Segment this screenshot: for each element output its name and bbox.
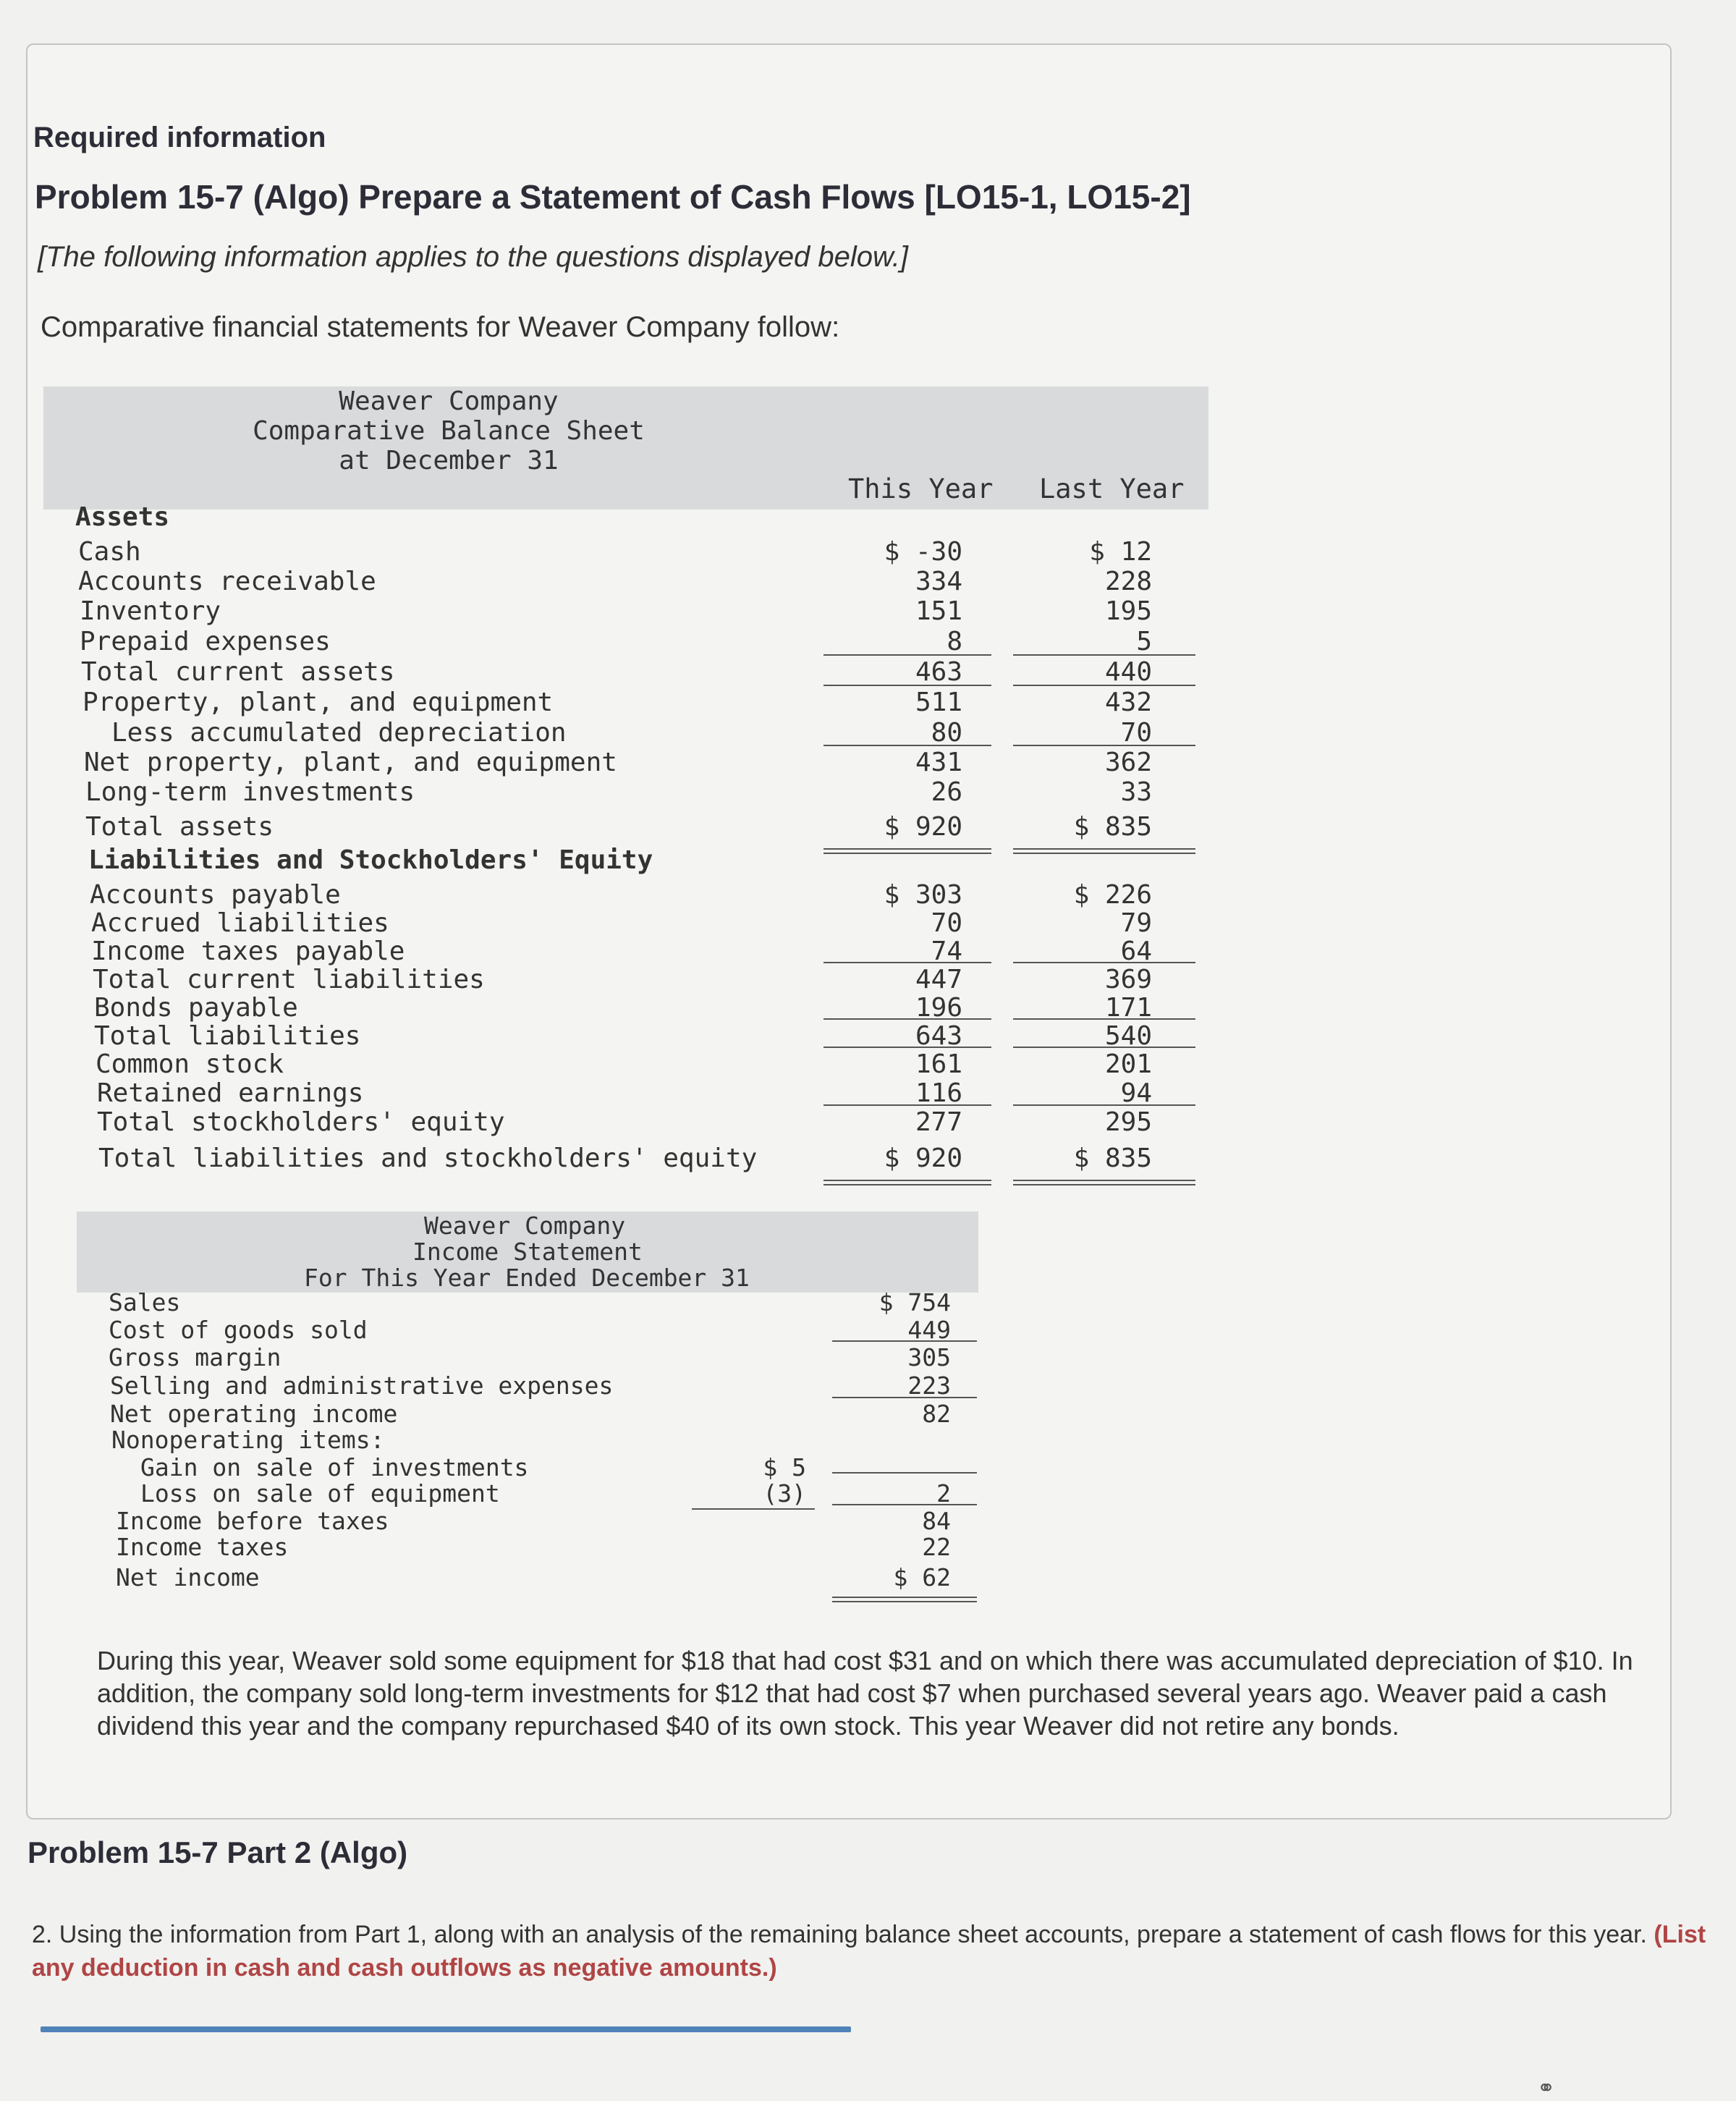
subtotal-rule bbox=[692, 1508, 815, 1510]
bs-row-last-year: $ 835 bbox=[1073, 812, 1152, 842]
link-icon[interactable]: ⚭ bbox=[1537, 2076, 1556, 2100]
subtotal-rule bbox=[823, 654, 991, 656]
double-underline bbox=[1013, 1180, 1195, 1185]
is-row-label: Net income bbox=[116, 1563, 260, 1591]
bs-row-this-year: 161 bbox=[915, 1049, 962, 1079]
bs-row-this-year: 511 bbox=[915, 688, 962, 717]
bs-row-label: Net property, plant, and equipment bbox=[84, 748, 617, 777]
subtotal-rule bbox=[1013, 685, 1195, 686]
part2-instruction-text: 2. Using the information from Part 1, along with an analysis of the remaining balance sheet accounts, prepare a statement of cash flows for this year. bbox=[32, 1921, 1647, 1948]
bs-row-this-year: 151 bbox=[915, 596, 962, 626]
subtotal-rule bbox=[832, 1504, 977, 1505]
bs-row-this-year: $ 920 bbox=[884, 1143, 962, 1173]
double-underline bbox=[832, 1597, 977, 1602]
is-row-amount: 84 bbox=[922, 1507, 951, 1535]
bs-row-label: Total liabilities bbox=[94, 1021, 361, 1051]
required-info-heading: Required information bbox=[33, 122, 326, 153]
col-header-last-year: Last Year bbox=[1039, 473, 1185, 504]
subtotal-rule bbox=[823, 1104, 991, 1106]
subtotal-rule bbox=[1013, 1104, 1195, 1106]
subtotal-rule bbox=[1013, 1018, 1195, 1020]
bs-row-this-year: 643 bbox=[915, 1021, 962, 1051]
balance-sheet-header bbox=[43, 386, 1208, 510]
is-row-inner-amount: $ 5 bbox=[763, 1453, 806, 1481]
bs-row-last-year: 5 bbox=[1136, 627, 1152, 656]
bs-row-last-year: 295 bbox=[1104, 1107, 1152, 1137]
is-row-label: Income taxes bbox=[116, 1533, 289, 1561]
bs-row-this-year: 447 bbox=[915, 965, 962, 994]
bs-row-last-year: 94 bbox=[1120, 1078, 1152, 1108]
bs-row-last-year: 195 bbox=[1104, 596, 1152, 626]
is-row-inner-amount: (3) bbox=[763, 1479, 806, 1508]
is-row-label: Nonoperating items: bbox=[111, 1426, 385, 1454]
bs-row-this-year: 463 bbox=[915, 657, 962, 687]
is-row-label: Net operating income bbox=[110, 1400, 398, 1428]
part2-title: Problem 15-7 Part 2 (Algo) bbox=[27, 1835, 408, 1869]
bs-row-label: Accrued liabilities bbox=[91, 908, 389, 938]
intro-text: Comparative financial statements for Weaver Company follow: bbox=[41, 311, 840, 343]
is-row-amount: 449 bbox=[907, 1316, 951, 1344]
subtotal-rule bbox=[832, 1472, 977, 1474]
col-header-this-year: This Year bbox=[848, 473, 994, 504]
bs-row-last-year: 362 bbox=[1104, 748, 1152, 777]
bs-row-label: Total current assets bbox=[81, 657, 395, 687]
bs-row-this-year: 26 bbox=[931, 777, 962, 807]
subtotal-rule bbox=[1013, 1047, 1195, 1048]
is-row-label: Loss on sale of equipment bbox=[140, 1479, 500, 1508]
bs-row-last-year: 70 bbox=[1120, 718, 1152, 748]
is-row-amount: $ 62 bbox=[893, 1563, 951, 1591]
is-row-label: Selling and administrative expenses bbox=[110, 1371, 614, 1400]
subtotal-rule bbox=[823, 962, 991, 963]
subtotal-rule bbox=[823, 745, 991, 746]
bs-row-last-year: 432 bbox=[1104, 688, 1152, 717]
double-underline bbox=[823, 1180, 991, 1185]
bs-row-this-year: $ 920 bbox=[884, 812, 962, 842]
bs-row-last-year: 171 bbox=[1104, 993, 1152, 1023]
bs-row-last-year: $ 835 bbox=[1073, 1143, 1152, 1173]
additional-info-paragraph: During this year, Weaver sold some equipment for $18 that had cost $31 and on which there was accumulated depreciation of $10. In addition, the company sold long-term investments for $12 that had cost $7 when purchased several years ago. Weaver paid a cash dividend this year and the company repurchased $40 of its own stock. This year Weaver did not retire any bonds. bbox=[97, 1646, 1633, 1741]
bs-row-last-year: 228 bbox=[1104, 567, 1152, 596]
is-row-amount: 22 bbox=[922, 1533, 951, 1561]
bs-row-label: Bonds payable bbox=[94, 993, 298, 1023]
is-title-period: For This Year Ended December 31 bbox=[304, 1264, 750, 1292]
is-title-statement: Income Statement bbox=[412, 1238, 643, 1266]
is-title-company: Weaver Company bbox=[424, 1212, 626, 1240]
double-underline bbox=[1013, 848, 1195, 854]
bs-row-label: Prepaid expenses bbox=[80, 627, 331, 656]
bs-row-label: Property, plant, and equipment bbox=[82, 688, 554, 717]
bs-row-this-year: 334 bbox=[915, 567, 962, 596]
is-row-amount: 305 bbox=[907, 1343, 951, 1371]
assets-heading: Assets bbox=[75, 502, 170, 532]
bs-row-label: Common stock bbox=[96, 1049, 284, 1079]
is-row-label: Gain on sale of investments bbox=[140, 1453, 529, 1481]
is-row-label: Cost of goods sold bbox=[109, 1316, 368, 1344]
bs-title-date: at December 31 bbox=[339, 446, 559, 475]
bs-row-label: Total liabilities and stockholders' equity bbox=[98, 1143, 758, 1173]
is-row-amount: 223 bbox=[907, 1371, 951, 1400]
bs-row-this-year: $ -30 bbox=[884, 537, 962, 567]
bs-row-this-year: 431 bbox=[915, 748, 962, 777]
bs-row-label: Accounts receivable bbox=[78, 567, 376, 596]
bs-row-last-year: 79 bbox=[1120, 908, 1152, 938]
subtotal-rule bbox=[1013, 654, 1195, 656]
bs-row-this-year: 80 bbox=[931, 718, 962, 748]
part2-instruction bbox=[32, 1918, 1718, 1984]
bs-row-this-year: 74 bbox=[931, 937, 962, 966]
answer-area-divider bbox=[41, 2026, 851, 2032]
is-row-amount: $ 754 bbox=[878, 1288, 951, 1316]
liabilities-heading: Liabilities and Stockholders' Equity bbox=[88, 845, 653, 875]
bs-row-label: Income taxes payable bbox=[91, 937, 405, 966]
bs-row-label: Total current liabilities bbox=[93, 965, 485, 994]
is-row-label: Gross margin bbox=[109, 1343, 281, 1371]
is-row-amount: 2 bbox=[936, 1479, 951, 1508]
bs-row-label: Long-term investments bbox=[85, 777, 415, 807]
bs-row-last-year: 440 bbox=[1104, 657, 1152, 687]
subtotal-rule bbox=[823, 1047, 991, 1048]
bs-row-last-year: 369 bbox=[1104, 965, 1152, 994]
bs-row-label: Total stockholders' equity bbox=[97, 1107, 505, 1137]
bs-row-this-year: 8 bbox=[947, 627, 962, 656]
bs-row-label: Retained earnings bbox=[97, 1078, 364, 1108]
subtotal-rule bbox=[1013, 962, 1195, 963]
bs-row-last-year: 540 bbox=[1104, 1021, 1152, 1051]
subtotal-rule bbox=[823, 685, 991, 686]
subtotal-rule bbox=[1013, 745, 1195, 746]
bs-row-last-year: 33 bbox=[1120, 777, 1152, 807]
bs-row-last-year: 64 bbox=[1120, 937, 1152, 966]
is-row-label: Sales bbox=[109, 1288, 181, 1316]
bs-row-last-year: $ 12 bbox=[1089, 537, 1152, 567]
bs-row-this-year: 196 bbox=[915, 993, 962, 1023]
bs-row-this-year: $ 303 bbox=[884, 880, 962, 910]
bs-row-this-year: 116 bbox=[915, 1078, 962, 1108]
bs-row-this-year: 277 bbox=[915, 1107, 962, 1137]
bs-row-label: Total assets bbox=[85, 812, 274, 842]
bs-row-label: Accounts payable bbox=[90, 880, 341, 910]
subtotal-rule bbox=[832, 1397, 977, 1398]
bs-row-label: Cash bbox=[78, 537, 141, 567]
bs-row-label: Less accumulated depreciation bbox=[111, 718, 567, 748]
bs-title-company: Weaver Company bbox=[339, 386, 559, 416]
info-note: [The following information applies to the questions displayed below.] bbox=[38, 241, 908, 273]
subtotal-rule bbox=[823, 1018, 991, 1020]
income-statement-header bbox=[77, 1212, 978, 1293]
bs-row-this-year: 70 bbox=[931, 908, 962, 938]
subtotal-rule bbox=[832, 1340, 977, 1342]
bs-row-label: Inventory bbox=[80, 596, 221, 626]
double-underline bbox=[823, 848, 991, 854]
bs-row-last-year: 201 bbox=[1104, 1049, 1152, 1079]
bs-title-statement: Comparative Balance Sheet bbox=[253, 416, 645, 446]
bs-row-last-year: $ 226 bbox=[1073, 880, 1152, 910]
is-row-amount: 82 bbox=[922, 1400, 951, 1428]
is-row-label: Income before taxes bbox=[116, 1507, 389, 1535]
problem-title: Problem 15-7 (Algo) Prepare a Statement of Cash Flows [LO15-1, LO15-2] bbox=[35, 178, 1191, 216]
part2-instruction-emphasis: (List any deduction in cash and cash outflows as negative amounts.) bbox=[32, 1921, 1706, 1982]
